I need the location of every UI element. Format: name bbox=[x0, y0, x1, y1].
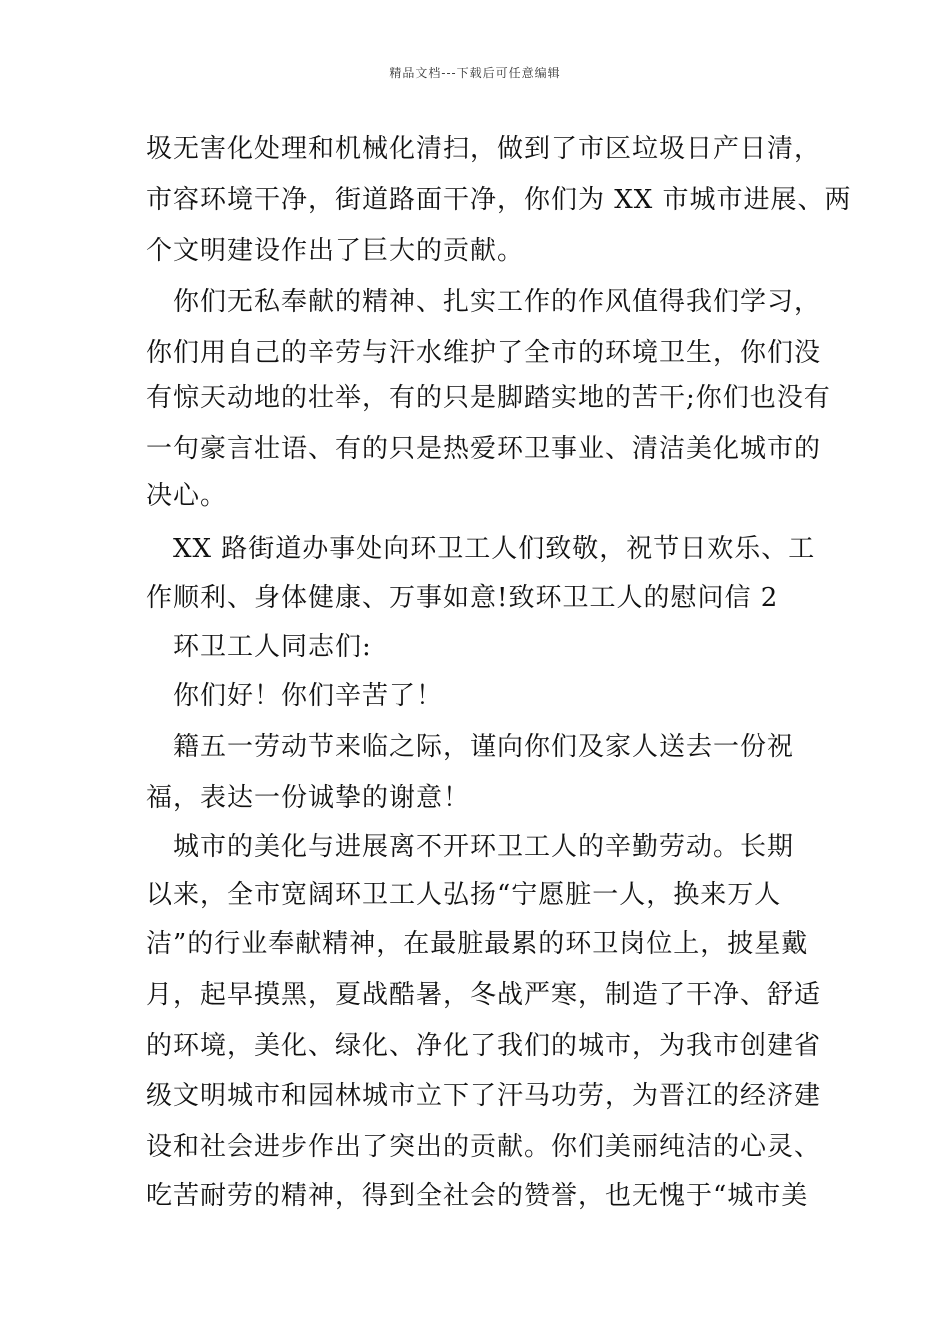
text-line: 级文明城市和园林城市立下了汗马功劳，为晋江的经济建 bbox=[146, 1081, 822, 1111]
text-line: 一句豪言壮语、有的只是热爱环卫事业、清洁美化城市的 bbox=[146, 434, 822, 464]
text-line: 设和社会进步作出了突出的贡献。你们美丽纯洁的心灵、 bbox=[146, 1132, 822, 1162]
text-line: XX 路街道办事处向环卫工人们致敬，祝节日欢乐、工 bbox=[146, 534, 816, 564]
text-line: 的环境，美化、绿化、净化了我们的城市，为我市创建省 bbox=[146, 1031, 822, 1061]
text-line: 你们好！你们辛苦了！ bbox=[146, 681, 444, 711]
text-line: 市容环境干净，街道路面干净，你们为 XX 市城市进展、两 bbox=[146, 185, 852, 215]
text-line: 福，表达一份诚挚的谢意！ bbox=[146, 783, 471, 813]
text-line: 以来，全市宽阔环卫工人弘扬“宁愿脏一人，换来万人 bbox=[146, 880, 782, 910]
text-line: 月，起早摸黑，夏战酷暑，冬战严寒，制造了干净、舒适 bbox=[146, 980, 822, 1010]
text-line: 环卫工人同志们: bbox=[146, 632, 372, 662]
text-line: 个文明建设作出了巨大的贡献。 bbox=[146, 236, 525, 266]
text-line: 有惊天动地的壮举，有的只是脚踏实地的苦干;你们也没有 bbox=[146, 383, 831, 413]
text-line: 你们用自己的辛劳与汗水维护了全市的环境卫生，你们没 bbox=[146, 338, 822, 368]
text-line: 决心。 bbox=[146, 481, 228, 511]
text-line: 圾无害化处理和机械化清扫，做到了市区垃圾日产日清， bbox=[146, 134, 822, 164]
text-line: 洁”的行业奉献精神，在最脏最累的环卫岗位上，披星戴 bbox=[146, 929, 809, 959]
text-line: 作顺利、身体健康、万事如意!致环卫工人的慰问信 2 bbox=[146, 583, 779, 613]
text-line: 你们无私奉献的精神、扎实工作的作风值得我们学习， bbox=[146, 287, 822, 317]
page-header: 精品文档---下载后可任意编辑 bbox=[389, 66, 561, 80]
text-line: 籍五一劳动节来临之际，谨向你们及家人送去一份祝 bbox=[146, 732, 795, 762]
text-line: 吃苦耐劳的精神，得到全社会的赞誉，也无愧于“城市美 bbox=[146, 1181, 809, 1211]
text-line: 城市的美化与进展离不开环卫工人的辛勤劳动。长期 bbox=[146, 832, 795, 862]
